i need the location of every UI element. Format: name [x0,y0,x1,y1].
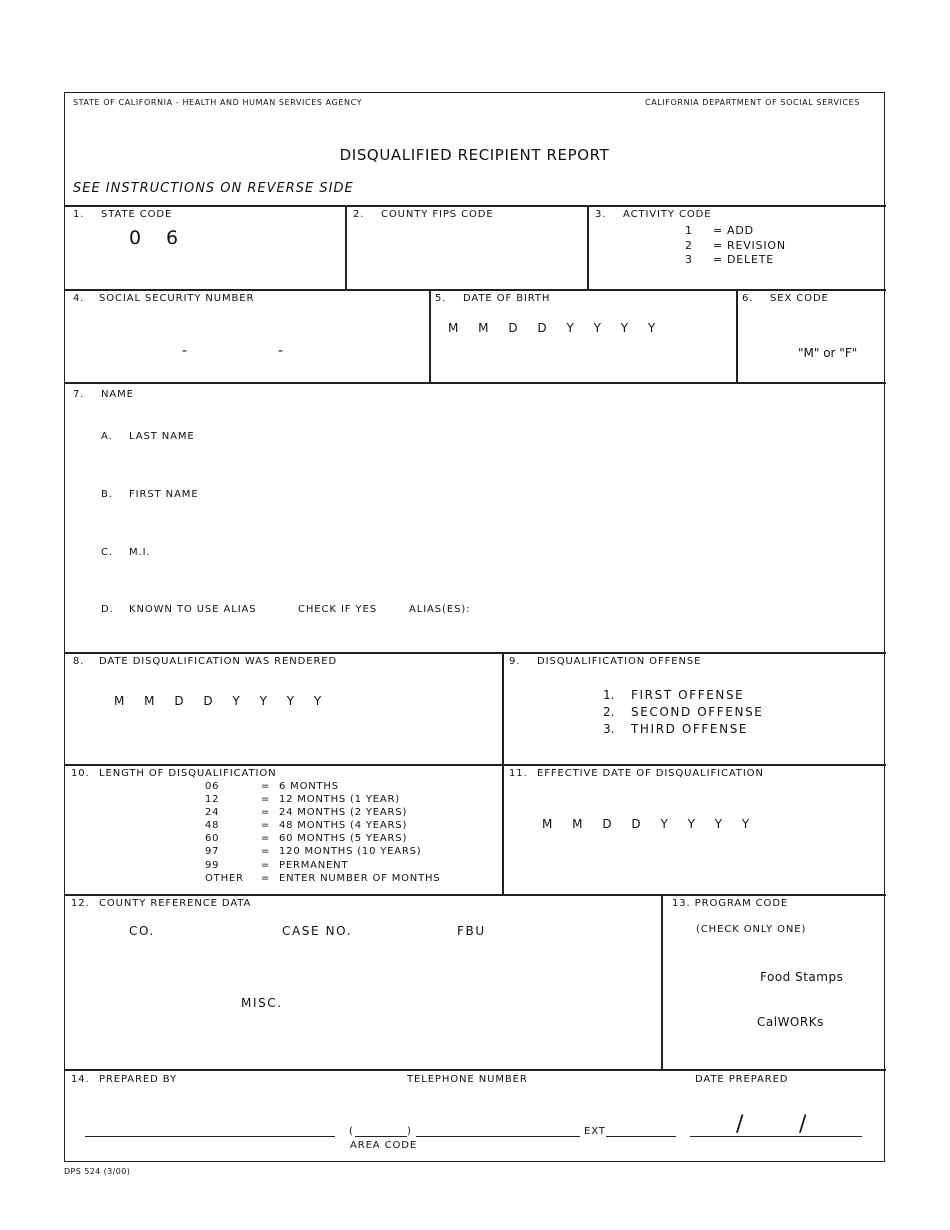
activity-code: 1 [685,224,693,237]
name-d-letter: D. [101,604,114,615]
effective-date-field[interactable] [515,793,875,883]
form-id: DPS 524 (3/00) [64,1167,131,1176]
activity-code: 2 [685,239,693,252]
length-code: 24 [205,807,220,818]
aliases-label: ALIAS(ES): [409,604,471,615]
s6-label: SEX CODE [770,293,829,304]
middle-initial-field[interactable] [225,539,865,563]
length-code-row [205,846,421,857]
date-prepared-label: DATE PREPARED [695,1074,789,1085]
s4-label: SOCIAL SECURITY NUMBER [99,293,255,304]
instructions-note: SEE INSTRUCTIONS ON REVERSE SIDE [73,181,354,196]
length-text: 120 MONTHS (10 YEARS) [279,846,422,857]
ssn-dash-2: - [278,343,284,359]
sex-code-field[interactable] [743,308,879,374]
state-code-digit-2: 6 [166,227,179,249]
last-name-label: LAST NAME [129,431,195,442]
name-c-letter: C. [101,547,113,558]
program-calworks[interactable]: CalWORKs [757,1015,824,1029]
length-code-row [205,820,407,831]
length-code-row [205,860,348,871]
s11-number: 11. [509,768,528,779]
agency-left: STATE OF CALIFORNIA - HEALTH AND HUMAN SERVICES AGENCY [73,98,363,107]
s7-label: NAME [101,389,134,400]
s7-number: 7. [73,389,85,400]
form-title: DISQUALIFIED RECIPIENT REPORT [339,146,610,164]
length-code: 99 [205,860,220,871]
length-code: OTHER [205,873,244,884]
length-code-row [205,833,407,844]
offense-option[interactable] [603,705,763,719]
activity-text: REVISION [727,239,786,252]
s3-label: ACTIVITY CODE [623,209,712,220]
activity-eq: = [713,239,724,252]
date-slash-1: / [736,1112,744,1137]
offense-text: FIRST OFFENSE [631,688,745,702]
area-code-line[interactable] [355,1136,407,1137]
activity-code-row [685,239,786,252]
activity-eq: = [713,253,724,266]
prepared-by-line[interactable] [85,1136,335,1137]
s13-label: 13. PROGRAM CODE [672,898,789,909]
dob-format: M M D D Y Y Y Y [448,321,657,335]
length-code: 48 [205,820,220,831]
first-name-field[interactable] [225,481,865,505]
length-code-row [205,794,400,805]
s6-number: 6. [742,293,754,304]
first-name-label: FIRST NAME [129,489,199,500]
length-code: 60 [205,833,220,844]
offense-number: 1. [603,688,615,702]
dob-field[interactable] [437,308,729,374]
offense-number: 3. [603,722,615,736]
s9-number: 9. [509,656,521,667]
alias-checkbox[interactable] [381,600,401,616]
area-code-label: AREA CODE [350,1140,418,1151]
length-code: 97 [205,846,220,857]
rendered-date-format: M M D D Y Y Y Y [114,694,323,708]
s4-number: 4. [73,293,85,304]
misc-label: MISC. [241,996,283,1010]
activity-text: DELETE [727,253,774,266]
length-eq: = [261,833,271,844]
rendered-date-field[interactable] [85,673,485,753]
activity-eq: = [713,224,724,237]
agency-right: CALIFORNIA DEPARTMENT OF SOCIAL SERVICES [645,98,860,107]
aliases-field[interactable] [475,597,865,621]
length-text: 48 MONTHS (4 YEARS) [279,820,408,831]
activity-code-row [685,224,754,237]
area-code-open-paren: ( [349,1126,353,1137]
s9-label: DISQUALIFICATION OFFENSE [537,656,702,667]
activity-text: ADD [727,224,754,237]
length-eq: = [261,860,271,871]
county-fips-field[interactable] [349,221,581,283]
length-eq: = [261,873,271,884]
s1-label: STATE CODE [101,209,173,220]
s12-label: COUNTY REFERENCE DATA [99,898,252,909]
s14-number: 14. [71,1074,90,1085]
effective-date-format: M M D D Y Y Y Y [542,817,751,831]
s12-number: 12. [71,898,90,909]
activity-code-row [685,253,774,266]
s13-note: (CHECK ONLY ONE) [696,924,807,935]
length-text: PERMANENT [279,860,349,871]
last-name-field[interactable] [225,423,865,447]
date-slash-2: / [799,1112,807,1137]
alias-label: KNOWN TO USE ALIAS [129,604,257,615]
activity-code: 3 [685,253,693,266]
sex-code-hint: "M" or "F" [798,346,858,360]
ssn-dash-1: - [182,343,188,359]
name-b-letter: B. [101,489,113,500]
area-code-close-paren: ) [407,1126,411,1137]
length-text: 6 MONTHS [279,781,339,792]
ext-line[interactable] [606,1136,676,1137]
length-text: 12 MONTHS (1 YEAR) [279,794,400,805]
s8-number: 8. [73,656,85,667]
county-co-label: CO. [129,924,155,938]
s14-label: PREPARED BY [99,1074,177,1085]
ext-label: EXT [584,1126,606,1137]
offense-option[interactable] [603,722,748,736]
s5-number: 5. [435,293,447,304]
offense-text: SECOND OFFENSE [631,705,764,719]
s2-label: COUNTY FIPS CODE [381,209,494,220]
length-code: 12 [205,794,220,805]
length-code-row [205,873,440,884]
s10-number: 10. [71,768,90,779]
length-eq: = [261,794,271,805]
length-eq: = [261,807,271,818]
s3-number: 3. [595,209,607,220]
length-eq: = [261,820,271,831]
s1-number: 1. [73,209,85,220]
offense-option[interactable] [603,688,744,702]
name-a-letter: A. [101,431,113,442]
telephone-label: TELEPHONE NUMBER [407,1074,528,1085]
state-code-digit-1: 0 [129,227,142,249]
program-food-stamps[interactable]: Food Stamps [760,970,844,984]
length-code: 06 [205,781,220,792]
middle-initial-label: M.I. [129,547,151,558]
offense-text: THIRD OFFENSE [631,722,749,736]
disqualified-recipient-form [64,92,885,1162]
fbu-label: FBU [457,924,486,938]
case-number-label: CASE NO. [282,924,353,938]
offense-number: 2. [603,705,615,719]
length-eq: = [261,846,271,857]
s5-label: DATE OF BIRTH [463,293,551,304]
length-text: 60 MONTHS (5 YEARS) [279,833,408,844]
s8-label: DATE DISQUALIFICATION WAS RENDERED [99,656,338,667]
length-code-row [205,781,339,792]
s2-number: 2. [353,209,365,220]
date-prepared-line[interactable] [690,1136,862,1137]
length-eq: = [261,781,271,792]
s11-label: EFFECTIVE DATE OF DISQUALIFICATION [537,768,764,779]
length-code-row [205,807,407,818]
length-text: 24 MONTHS (2 YEARS) [279,807,408,818]
check-if-yes-label: CHECK IF YES [298,604,377,615]
county-reference-field[interactable] [85,943,645,1053]
s10-label: LENGTH OF DISQUALIFICATION [99,768,277,779]
phone-number-line[interactable] [416,1136,580,1137]
length-text: ENTER NUMBER OF MONTHS [279,873,441,884]
ssn-field[interactable] [85,308,415,374]
